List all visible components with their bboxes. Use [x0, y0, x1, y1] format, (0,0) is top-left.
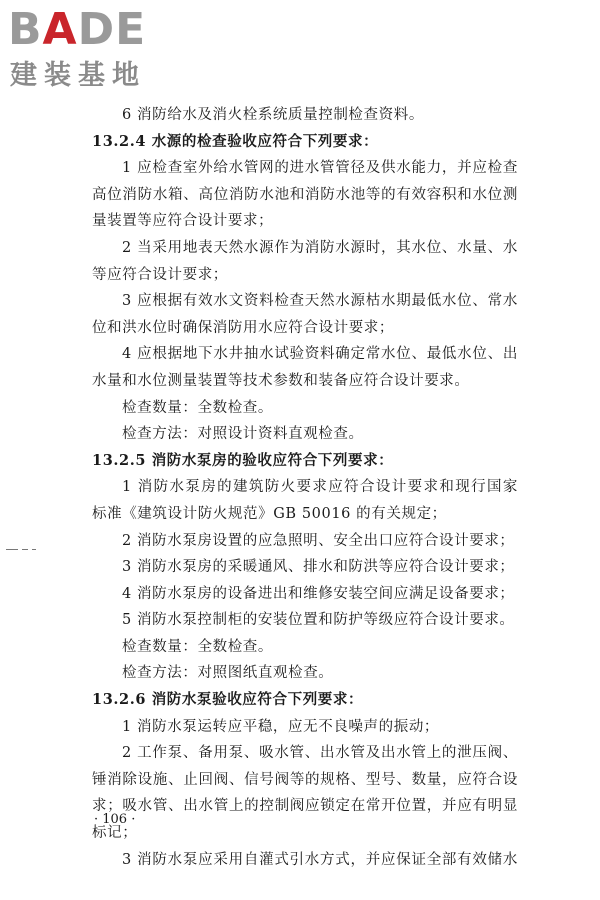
text-line: 6 消防给水及消火栓系统质量控制检查资料。 [122, 107, 424, 123]
text-line: 4 应根据地下水井抽水试验资料确定常水位、最低水位、出 [122, 346, 518, 363]
text-line: 2 消防水泵房设置的应急照明、安全出口应符合设计要求； [122, 532, 515, 549]
logo-wordmark [8, 6, 146, 54]
text-line: 位和洪水位时确保消防用水应符合设计要求； [92, 319, 394, 336]
text-line: 3 消防水泵应采用自灌式引水方式，并应保证全部有效储水 [122, 851, 518, 868]
text-line: 锤消除设施、止回阀、信号阀等的规格、型号、数量，应符合设 [92, 771, 518, 788]
text-line: 水量和水位测量装置等技术参数和装备应符合设计要求。 [92, 372, 470, 389]
section-heading: 13.2.4 水源的检查验收应符合下列要求： [92, 132, 379, 150]
text-line: 2 工作泵、备用泵、吸水管、出水管及出水管上的泄压阀、 [122, 745, 518, 762]
text-line: 量装置等应符合设计要求； [92, 213, 274, 230]
text-line: 检查数量：全数检查。 [122, 399, 273, 416]
section-heading: 13.2.6 消防水泵验收应符合下列要求： [92, 691, 364, 709]
section-heading: 13.2.5 消防水泵房的验收应符合下列要求： [92, 451, 394, 469]
text-line: 3 消防水泵房的采暖通风、排水和防洪等应符合设计要求； [122, 559, 515, 576]
text-line: 3 应根据有效水文资料检查天然水源枯水期最低水位、常水 [122, 293, 518, 310]
logo-letters-de: DE [77, 4, 147, 55]
logo-subtitle: 建装基地 [10, 60, 146, 91]
document-body [92, 102, 518, 873]
text-line: 4 消防水泵房的设备进出和维修安装空间应满足设备要求； [122, 585, 515, 602]
text-line: 1 消防水泵房的建筑防火要求应符合设计要求和现行国家 [122, 479, 518, 496]
text-line: 5 消防水泵控制柜的安装位置和防护等级应符合设计要求。 [122, 612, 515, 629]
text-line: 检查数量：全数检查。 [122, 638, 273, 655]
page-number: · 106 · [94, 812, 136, 827]
text-line: 高位消防水箱、高位消防水池和消防水池等的有效容积和水位测 [92, 186, 518, 203]
text-line: 1 消防水泵运转应平稳，应无不良噪声的振动； [122, 718, 440, 735]
text-line: 标准《建筑设计防火规范》GB 50016 的有关规定； [92, 505, 447, 522]
text-line: 1 应检查室外给水管网的进水管管径及供水能力，并应检查 [122, 160, 518, 177]
text-line: 标记； [92, 825, 138, 842]
logo-letter-b: B [8, 4, 43, 55]
logo-letter-a: A [42, 4, 78, 55]
bade-logo [8, 6, 178, 98]
text-line: 2 当采用地表天然水源作为消防水源时，其水位、水量、水 [122, 239, 518, 256]
text-line: 等应符合设计要求； [92, 266, 228, 283]
margin-tick-mark [6, 549, 36, 553]
text-line: 求；吸水管、出水管上的控制阀应锁定在常开位置，并应有明显 [92, 798, 518, 815]
text-line: 检查方法：对照图纸直观检查。 [122, 665, 334, 682]
text-line: 检查方法：对照设计资料直观检查。 [122, 426, 364, 443]
